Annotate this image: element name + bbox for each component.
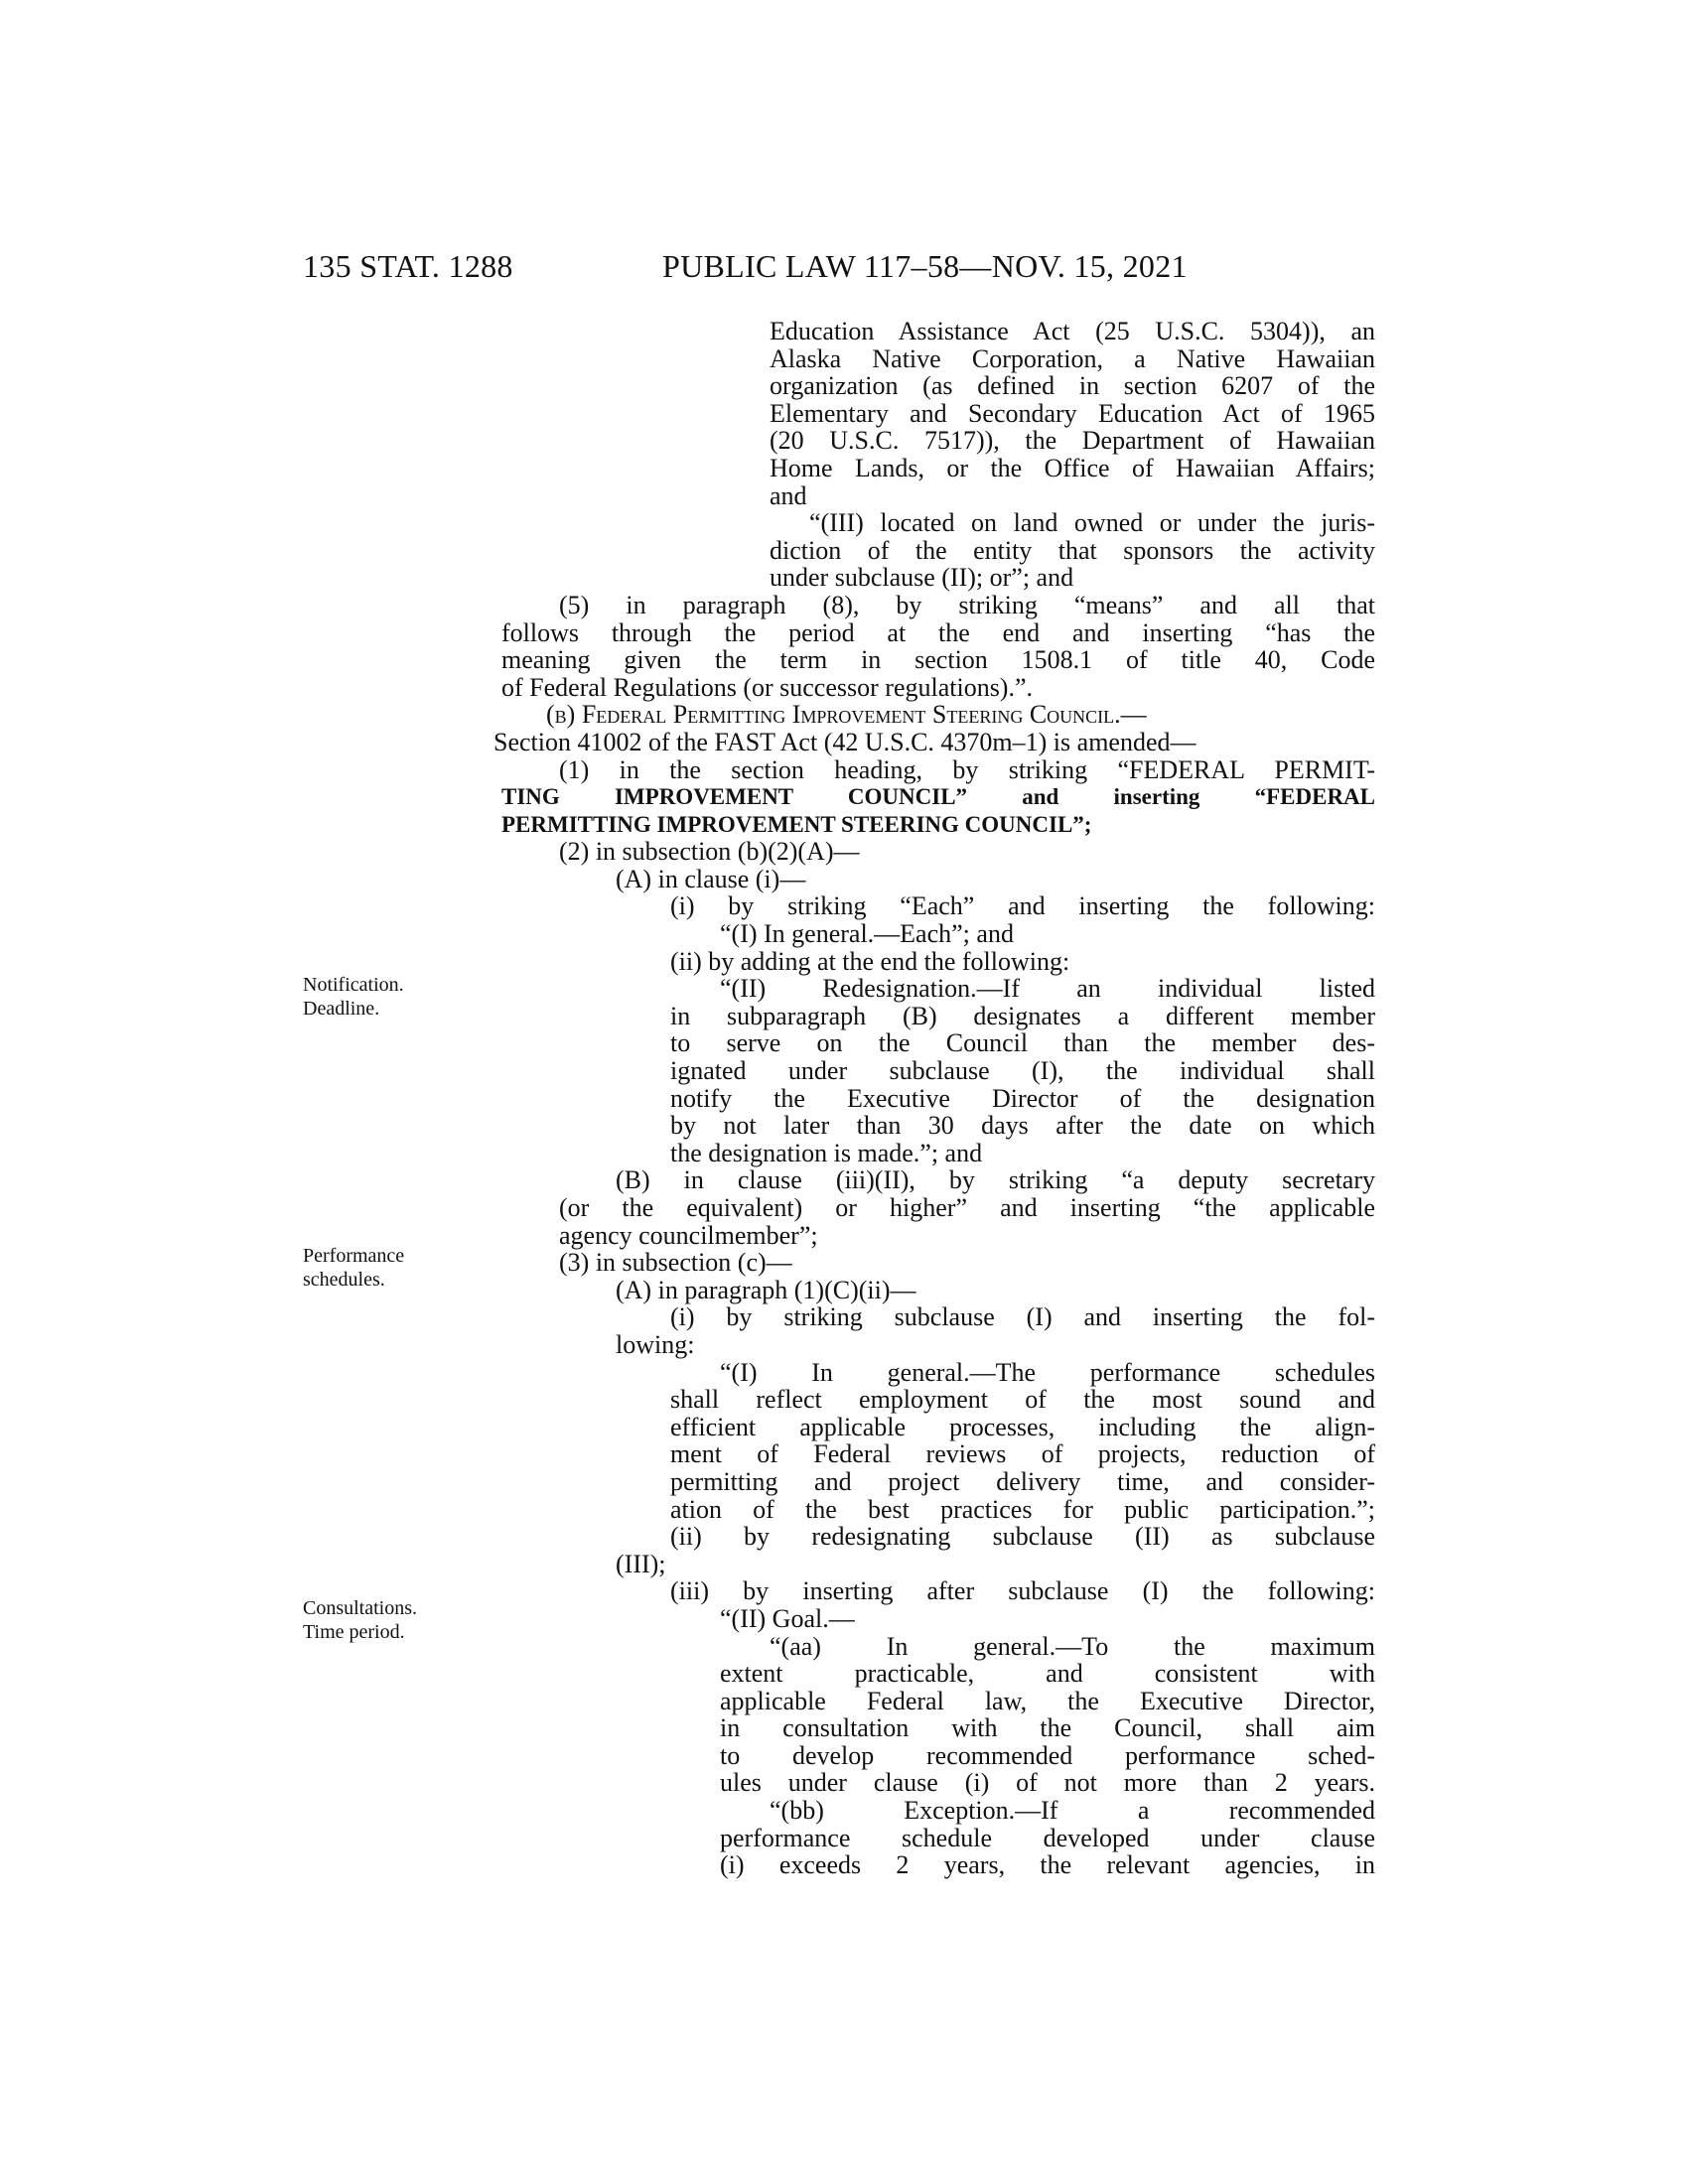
text-line: PERMITTING IMPROVEMENT STEERING COUNCIL”; — [501, 811, 1092, 837]
text-line: ment of Federal reviews of projects, reduction of — [670, 1439, 1375, 1469]
text-line: in subparagraph (B) designates a different member — [670, 1001, 1375, 1030]
margin-note-line: Time period. — [303, 1621, 405, 1643]
text-line: (2) in subsection (b)(2)(A)— — [559, 837, 860, 867]
text-line: of Federal Regulations (or successor regulations).”. — [501, 672, 1034, 702]
text-line: (i) by striking subclause (I) and inserting the fol- — [670, 1302, 1375, 1332]
text-line: extent practicable, and consistent with — [720, 1659, 1375, 1689]
text-line: (B) in clause (iii)(II), by striking “a deputy secretary — [616, 1165, 1375, 1195]
text-line: (ii) by redesignating subclause (II) as subclause — [670, 1522, 1375, 1552]
text-line: organization (as defined in section 6207 of the — [770, 371, 1375, 401]
text-line: “(III) located on land owned or under the juris- — [809, 508, 1375, 538]
text-line: shall reflect employment of the most sound and — [670, 1385, 1375, 1415]
text-line: (A) in clause (i)— — [616, 864, 806, 893]
text-line: meaning given the term in section 1508.1 of title 40, Code — [501, 645, 1375, 675]
text-line: notify the Executive Director of the designation — [670, 1083, 1375, 1113]
text-line: (i) exceeds 2 years, the relevant agencies, in — [720, 1850, 1375, 1880]
text-line: permitting and project delivery time, and consider- — [670, 1466, 1375, 1496]
text-line: “(II) Goal.— — [720, 1603, 855, 1633]
margin-note-consultations — [303, 1596, 417, 1644]
text-line: (III); — [616, 1549, 666, 1578]
text-line: Alaska Native Corporation, a Native Hawaiian — [770, 343, 1375, 373]
text-line: diction of the entity that sponsors the activity — [770, 535, 1375, 565]
text-line: “(II) Redesignation.—If an individual listed — [720, 974, 1375, 1004]
text-line: (iii) by inserting after subclause (I) the following: — [670, 1576, 1375, 1606]
text-line: follows through the period at the end and inserting “has the — [501, 617, 1375, 647]
running-header: PUBLIC LAW 117–58—NOV. 15, 2021 — [662, 248, 1188, 284]
text-line: “(aa) In general.—To the maximum — [770, 1631, 1375, 1661]
text-line: (3) in subsection (c)— — [559, 1248, 792, 1278]
text-line: Education Assistance Act (25 U.S.C. 5304)), an — [770, 317, 1375, 345]
text-line: efficient applicable processes, including the align- — [670, 1412, 1375, 1441]
text-line: by not later than 30 days after the date on which — [670, 1111, 1375, 1141]
text-line: Home Lands, or the Office of Hawaiian Affairs; — [770, 453, 1375, 482]
margin-note-notification — [303, 973, 404, 1021]
text-line: (5) in paragraph (8), by striking “means” and all that — [559, 590, 1375, 619]
margin-note-line: Deadline. — [303, 998, 380, 1020]
margin-note-line: Notification. — [303, 974, 404, 996]
text-line: “(I) In general.—The performance schedules — [720, 1357, 1375, 1387]
text-line: (20 U.S.C. 7517)), the Department of Hawaiian — [770, 426, 1375, 456]
text-line: (or the equivalent) or higher” and inserting “the applicable — [559, 1193, 1375, 1222]
text-line: to serve on the Council than the member des- — [670, 1028, 1375, 1058]
text-line: in consultation with the Council, shall aim — [720, 1713, 1375, 1743]
text-line: “(I) In general.—Each”; and — [720, 919, 1014, 949]
text-line: (i) by striking “Each” and inserting the following: — [670, 891, 1375, 921]
text-line: ules under clause (i) of not more than 2 years. — [720, 1768, 1375, 1798]
document-body — [493, 317, 1375, 1880]
text-line: performance schedule developed under clause — [720, 1823, 1375, 1852]
margin-note-line: Consultations. — [303, 1597, 418, 1619]
margin-note-performance — [303, 1244, 404, 1292]
text-line: (1) in the section heading, by striking “FEDERAL PERMIT- — [559, 754, 1375, 784]
text-line: Elementary and Secondary Education Act of 1965 — [770, 398, 1375, 428]
page-stat-number: 135 STAT. 1288 — [303, 248, 513, 284]
text-line: ation of the best practices for public participation.”; — [670, 1494, 1375, 1524]
text-line: lowing: — [616, 1329, 695, 1359]
text-line: to develop recommended performance sched- — [720, 1740, 1375, 1770]
text-line: “(bb) Exception.—If a recommended — [770, 1796, 1375, 1826]
text-line: TING IMPROVEMENT COUNCIL” and inserting “FEDERAL — [501, 784, 1375, 810]
text-line: the designation is made.”; and — [670, 1138, 983, 1167]
text-line: ignated under subclause (I), the individual shall — [670, 1056, 1375, 1086]
text-line: Section 41002 of the FAST Act (42 U.S.C. 4370m–1) is amended— — [493, 727, 1196, 756]
text-line: and — [770, 480, 807, 510]
text-line: applicable Federal law, the Executive Director, — [720, 1686, 1375, 1715]
text-line: (A) in paragraph (1)(C)(ii)— — [616, 1275, 916, 1304]
text-line: (ii) by adding at the end the following: — [670, 946, 1070, 976]
margin-note-line: Performance — [303, 1245, 405, 1267]
section-heading: (b) Federal Permitting Improvement Steering Council.— — [546, 700, 1147, 730]
text-line: agency councilmember”; — [559, 1220, 818, 1250]
margin-note-line: schedules. — [303, 1269, 385, 1291]
text-line: under subclause (II); or”; and — [770, 563, 1074, 593]
